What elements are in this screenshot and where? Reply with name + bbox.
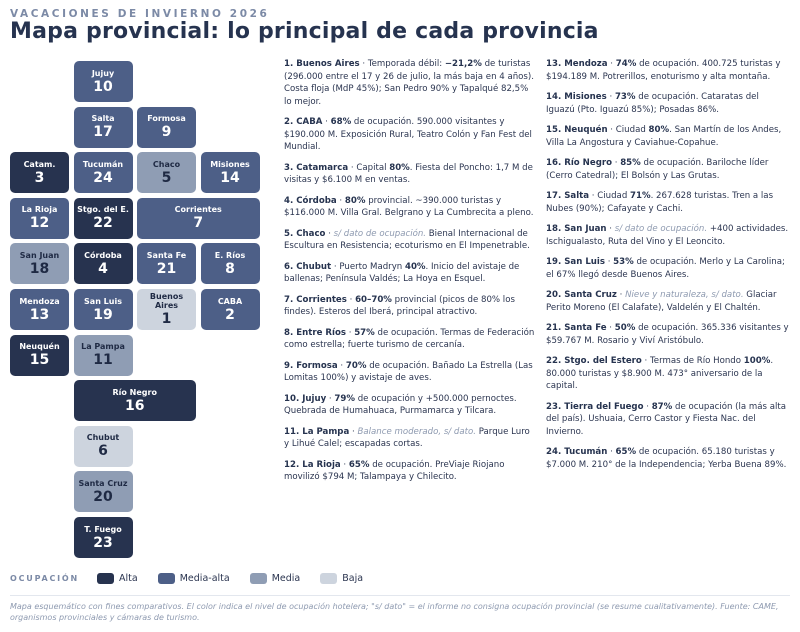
entry-text: +400 actividades. Ischigualasto, Ruta del Vino y El Leoncito. bbox=[546, 224, 789, 247]
entry-prefix: Ciudad bbox=[615, 125, 649, 135]
entry-highlight: 85% bbox=[620, 158, 641, 168]
entry-separator: · bbox=[607, 447, 616, 457]
entry-heading: 9. Formosa bbox=[284, 360, 338, 371]
legend-item bbox=[250, 573, 301, 584]
entry-heading: 10. Jujuy bbox=[284, 393, 327, 404]
entry-text: de ocupación. Bañado La Estrella (Las Lomitas 100%) y avistaje de aves. bbox=[284, 360, 533, 383]
province-tile bbox=[74, 517, 133, 558]
province-entry bbox=[284, 195, 536, 220]
legend-label: Media bbox=[271, 573, 301, 584]
province-entry bbox=[546, 355, 790, 393]
province-tile bbox=[10, 289, 69, 330]
entry-text: de ocupación y +500.000 pernoctes. Quebrada de Humahuaca, Purmamarca y Tilcara. bbox=[284, 393, 517, 416]
entry-text: de ocupación. Bariloche líder (Cerro Catedral); El Bolsón y Las Grutas. bbox=[546, 158, 769, 181]
entry-highlight: 80% bbox=[344, 195, 366, 206]
province-tile bbox=[74, 471, 133, 512]
entry-text: . 80.000 turistas y $8.900 M. 473° aniversario de la capital. bbox=[546, 356, 774, 391]
entry-separator: · bbox=[607, 59, 616, 69]
entry-text: de ocupación (la más alta del país). Ushuaia, Cerro Castor y Fiesta Nac. del Invierno. bbox=[546, 401, 787, 437]
entry-heading: 6. Chubut bbox=[284, 261, 332, 272]
entry-heading: 8. Entre Ríos bbox=[284, 327, 346, 338]
province-tile-name: Buenos Aires bbox=[149, 292, 184, 310]
province-tile-number: 23 bbox=[93, 534, 113, 551]
entry-heading: 17. Salta bbox=[546, 191, 590, 201]
entry-separator: · bbox=[322, 117, 331, 127]
entry-highlight: s/ dato de ocupación. bbox=[333, 228, 427, 239]
entry-text: de ocupación. Cataratas del Iguazú (Pto. Iguazú 85%); Posadas 86%. bbox=[546, 92, 759, 115]
province-tile-name: La Rioja bbox=[21, 205, 58, 215]
legend-item bbox=[158, 573, 230, 584]
province-tile-number: 8 bbox=[225, 260, 235, 277]
legend-swatch bbox=[97, 573, 114, 584]
entry-highlight: 50% bbox=[614, 323, 636, 333]
entry-highlight: 57% bbox=[354, 327, 375, 338]
province-tile-number: 14 bbox=[220, 169, 240, 186]
schematic-map bbox=[0, 0, 270, 560]
province-tile bbox=[10, 335, 69, 376]
entry-text: Glaciar Perito Moreno (El Calafate), Valdelén y El Chaltén. bbox=[546, 290, 777, 313]
province-tile-name: Chaco bbox=[152, 159, 181, 169]
province-entry bbox=[546, 446, 790, 471]
province-entry bbox=[284, 294, 536, 319]
province-tile bbox=[74, 335, 133, 376]
province-entry bbox=[284, 228, 536, 253]
entry-heading: 1. Buenos Aires bbox=[284, 59, 360, 69]
province-tile-name: Salta bbox=[91, 114, 115, 124]
province-tile bbox=[201, 152, 260, 193]
province-entry bbox=[546, 322, 790, 347]
province-tile-number: 1 bbox=[161, 311, 172, 327]
page-title: Mapa provincial: lo principal de cada provincia bbox=[10, 19, 599, 44]
province-tile-number: 3 bbox=[34, 169, 45, 186]
entry-separator: · bbox=[612, 158, 621, 168]
entry-separator: · bbox=[345, 327, 355, 338]
entry-text: provincial. ~390.000 turistas y $116.000 M. Villa Gral. Belgrano y La Cumbrecita a pleno. bbox=[284, 195, 534, 218]
entry-separator: · bbox=[616, 290, 626, 300]
province-entry bbox=[546, 289, 790, 314]
entry-heading: 16. Río Negro bbox=[546, 158, 612, 168]
entry-text: provincial (picos de 80% los findes). Esteros del Iberá, principal atractivo. bbox=[284, 294, 515, 317]
page-kicker: VACACIONES DE INVIERNO 2026 bbox=[10, 8, 270, 20]
province-tile-number: 11 bbox=[93, 352, 113, 369]
province-tile-number: 19 bbox=[93, 306, 113, 323]
legend-swatch bbox=[250, 573, 267, 584]
entry-highlight: 74% bbox=[615, 59, 637, 69]
entries-column-right bbox=[546, 58, 790, 479]
entry-heading: 5. Chaco bbox=[284, 228, 326, 239]
entry-text: de ocupación. Merlo y La Carolina; el 67% llegó desde Buenos Aires. bbox=[546, 257, 785, 280]
province-tile bbox=[137, 243, 196, 284]
province-entry bbox=[546, 256, 790, 281]
province-tile-number: 24 bbox=[93, 169, 113, 186]
province-tile-number: 12 bbox=[29, 215, 50, 232]
province-tile-name: E. Ríos bbox=[214, 250, 246, 260]
entry-heading: 11. La Pampa bbox=[284, 426, 350, 437]
province-tile-name: Stgo. del E. bbox=[77, 205, 129, 215]
entry-highlight: 65% bbox=[615, 447, 637, 457]
entry-highlight: 79% bbox=[334, 393, 355, 404]
entry-highlight: 100% bbox=[743, 356, 771, 366]
legend-item bbox=[320, 573, 363, 584]
entry-prefix: Ciudad bbox=[597, 191, 631, 201]
entry-heading: 18. San Juan bbox=[546, 224, 607, 234]
province-entry bbox=[546, 91, 790, 116]
province-tile-number: 7 bbox=[193, 215, 204, 232]
entry-separator: · bbox=[589, 191, 598, 201]
province-tile-name: Santa Cruz bbox=[78, 478, 128, 488]
province-entry bbox=[284, 459, 536, 484]
province-tile-number: 21 bbox=[156, 260, 177, 277]
entry-separator: · bbox=[606, 92, 615, 102]
entry-highlight: 65% bbox=[348, 459, 370, 470]
entry-text: de ocupación. 365.336 visitantes y $59.767 M. Rosario y Viví Aristóbulo. bbox=[546, 323, 789, 346]
province-tile-number: 4 bbox=[98, 260, 108, 277]
province-tile-name: Chubut bbox=[86, 433, 120, 443]
entry-separator: · bbox=[607, 125, 616, 135]
legend-item bbox=[97, 573, 138, 584]
entry-heading: 15. Neuquén bbox=[546, 125, 608, 135]
entry-separator: · bbox=[331, 261, 340, 272]
entry-heading: 7. Corrientes bbox=[284, 294, 347, 305]
province-tile-name: Catam. bbox=[23, 159, 56, 169]
province-tile bbox=[74, 380, 197, 421]
entry-text: Bienal Internacional de Escultura en Resistencia; ecoturismo en El Impenetrable. bbox=[284, 228, 530, 251]
entry-heading: 4. Córdoba bbox=[284, 195, 337, 206]
province-tile-number: 10 bbox=[93, 78, 113, 95]
province-tile bbox=[201, 289, 260, 330]
entry-text: . Fiesta del Poncho: 1,7 M de visitas y $6.100 M en ventas. bbox=[284, 162, 533, 185]
province-tile-number: 9 bbox=[161, 124, 172, 141]
province-tile bbox=[74, 289, 133, 330]
province-entry bbox=[284, 58, 536, 108]
province-tile-name: Tucumán bbox=[82, 159, 124, 169]
province-tile-number: 13 bbox=[29, 306, 50, 323]
entry-highlight: Balance moderado, s/ dato. bbox=[357, 426, 477, 437]
province-tile-name: Misiones bbox=[210, 159, 250, 169]
entry-heading: 20. Santa Cruz bbox=[546, 290, 617, 300]
entry-text: de ocupación. 590.000 visitantes y $190.000 M. Exposición Rural, Teatro Colón y Fan Fest del Mundial. bbox=[284, 117, 532, 152]
province-entry bbox=[546, 401, 790, 439]
province-tile-name: Mendoza bbox=[19, 296, 60, 306]
province-tile-name: T. Fuego bbox=[84, 524, 122, 534]
entries-column-left bbox=[284, 58, 536, 492]
province-tile bbox=[137, 198, 260, 239]
entry-separator: · bbox=[337, 360, 346, 371]
entry-heading: 19. San Luis bbox=[546, 257, 605, 267]
province-entry bbox=[284, 327, 536, 352]
entry-highlight: 80% bbox=[389, 162, 410, 173]
province-entry bbox=[284, 426, 536, 451]
province-tile-name: San Luis bbox=[84, 296, 122, 306]
province-tile-number: 2 bbox=[225, 306, 235, 323]
entry-highlight: 80% bbox=[648, 125, 670, 135]
province-entry bbox=[546, 124, 790, 149]
province-tile bbox=[10, 243, 69, 284]
province-tile bbox=[74, 152, 133, 193]
entry-text: . San Martín de los Andes, Villa La Angostura y Caviahue-Copahue. bbox=[546, 125, 782, 148]
entry-heading: 21. Santa Fe bbox=[546, 323, 607, 333]
entry-highlight: 40% bbox=[404, 261, 426, 272]
province-tile-number: 22 bbox=[93, 215, 113, 232]
entry-separator: · bbox=[346, 294, 356, 305]
province-tile-name: Corrientes bbox=[174, 205, 222, 215]
entry-text: de ocupación. 400.725 turistas y $194.189 M. Potrerillos, enoturismo y alta montaña. bbox=[546, 59, 781, 82]
legend-swatch bbox=[158, 573, 175, 584]
entry-separator: · bbox=[606, 323, 615, 333]
entry-highlight: −21,2% bbox=[444, 59, 482, 69]
province-tile-name: San Juan bbox=[19, 250, 60, 260]
entry-separator: · bbox=[325, 228, 334, 239]
entry-highlight: 87% bbox=[651, 401, 673, 412]
entry-highlight: 60–70% bbox=[355, 294, 392, 305]
province-tile-name: Santa Fe bbox=[146, 250, 187, 260]
entry-separator: · bbox=[641, 356, 651, 366]
entry-text: de turistas (296.000 entre el 17 y 26 de julio, la más baja en 4 años). Costa floja (MdP 45%); San Pedro 90% y Tapalqué 82,5% lo mejor. bbox=[284, 59, 534, 107]
province-tile-name: Jujuy bbox=[91, 68, 115, 78]
province-tile bbox=[74, 243, 133, 284]
entry-highlight: Nieve y naturaleza, s/ dato. bbox=[625, 290, 744, 300]
province-tile-number: 18 bbox=[29, 260, 50, 277]
province-tile bbox=[74, 107, 133, 148]
province-entry bbox=[284, 393, 536, 418]
province-entry bbox=[284, 162, 536, 187]
province-tile-number: 6 bbox=[98, 443, 108, 460]
divider bbox=[10, 595, 790, 596]
province-tile bbox=[201, 243, 260, 284]
province-entry bbox=[546, 223, 790, 248]
entry-heading: 22. Stgo. del Estero bbox=[546, 356, 642, 366]
entry-heading: 23. Tierra del Fuego bbox=[546, 401, 644, 412]
province-tile-number: 15 bbox=[29, 352, 50, 369]
entry-separator: · bbox=[606, 224, 615, 234]
entry-separator: · bbox=[336, 195, 345, 206]
entry-text: Parque Luro y Lihué Calel; escapadas cortas. bbox=[284, 426, 530, 449]
legend-title: OCUPACIÓN bbox=[10, 574, 80, 583]
footnote: Mapa esquemático con fines comparativos. El color indica el nivel de ocupación hotelera; "s/ dato" = el informe no consigna ocupación provincial (se resume cualitativamente). Fuente: CAME, organismos provinciales y cámaras de turismo. bbox=[10, 602, 779, 622]
entry-heading: 12. La Rioja bbox=[284, 459, 341, 470]
entry-text: de ocupación. 65.180 turistas y $7.000 M. 210° de la Independencia; Yerba Buena 89%. bbox=[546, 447, 787, 470]
province-tile-number: 5 bbox=[161, 169, 172, 186]
entry-separator: · bbox=[604, 257, 614, 267]
legend-label: Alta bbox=[119, 573, 138, 584]
entry-highlight: 73% bbox=[614, 92, 636, 102]
entry-prefix: Capital bbox=[356, 162, 390, 173]
entry-highlight: 70% bbox=[345, 360, 367, 371]
entry-text: . 267.628 turistas. Tren a las Nubes (90%); Cafayate y Cachi. bbox=[546, 191, 774, 214]
entry-heading: 14. Misiones bbox=[546, 92, 607, 102]
entry-highlight: 71% bbox=[630, 191, 651, 201]
province-entry bbox=[284, 116, 536, 154]
province-tile bbox=[10, 198, 69, 239]
province-entry bbox=[546, 157, 790, 182]
province-tile-number: 16 bbox=[125, 397, 145, 414]
entry-separator: · bbox=[348, 162, 357, 173]
entry-text: . Inicio del avistaje de ballenas; Península Valdés; La Hoya en Esquel. bbox=[284, 261, 520, 284]
entry-prefix: Temporada débil: bbox=[367, 59, 445, 69]
legend bbox=[10, 573, 383, 584]
province-tile-number: 20 bbox=[93, 488, 113, 505]
entry-prefix: Termas de Río Hondo bbox=[650, 356, 744, 366]
entry-separator: · bbox=[340, 459, 349, 470]
entry-heading: 13. Mendoza bbox=[546, 59, 608, 69]
province-entry bbox=[284, 261, 536, 286]
legend-label: Media-alta bbox=[179, 573, 230, 584]
entry-separator: · bbox=[643, 401, 652, 412]
entry-heading: 24. Tucumán bbox=[546, 447, 608, 457]
legend-swatch bbox=[320, 573, 337, 584]
province-tile-name: CABA bbox=[217, 296, 243, 306]
entry-highlight: s/ dato de ocupación. bbox=[614, 224, 708, 234]
province-tile bbox=[137, 152, 196, 193]
province-entry bbox=[546, 190, 790, 215]
province-tile bbox=[10, 152, 69, 193]
legend-label: Baja bbox=[342, 573, 364, 584]
entry-separator: · bbox=[326, 393, 335, 404]
entry-heading: 2. CABA bbox=[284, 117, 323, 127]
entry-highlight: 68% bbox=[330, 117, 352, 127]
province-tile-number: 17 bbox=[93, 124, 113, 141]
entry-separator: · bbox=[359, 59, 368, 69]
province-tile bbox=[137, 107, 196, 148]
province-tile-name: Río Negro bbox=[112, 387, 157, 397]
province-entry bbox=[284, 360, 536, 385]
province-tile bbox=[74, 61, 133, 102]
entry-highlight: 53% bbox=[613, 257, 634, 267]
province-tile-name: Neuquén bbox=[19, 342, 60, 352]
entry-text: de ocupación. PreViaje Riojano movilizó $794 M; Talampaya y Chilecito. bbox=[284, 459, 505, 482]
province-tile-name: Formosa bbox=[147, 114, 186, 124]
entry-heading: 3. Catamarca bbox=[284, 162, 349, 173]
entry-separator: · bbox=[349, 426, 358, 437]
entry-text: de ocupación. Termas de Federación como estrella; fuerte turismo de cercanía. bbox=[284, 327, 535, 350]
province-entry bbox=[546, 58, 790, 83]
province-tile bbox=[137, 289, 196, 330]
entry-prefix: Puerto Madryn bbox=[339, 261, 405, 272]
province-tile-name: Córdoba bbox=[84, 250, 122, 260]
province-tile-name: La Pampa bbox=[81, 342, 125, 352]
province-tile bbox=[74, 198, 133, 239]
province-tile bbox=[74, 426, 133, 467]
